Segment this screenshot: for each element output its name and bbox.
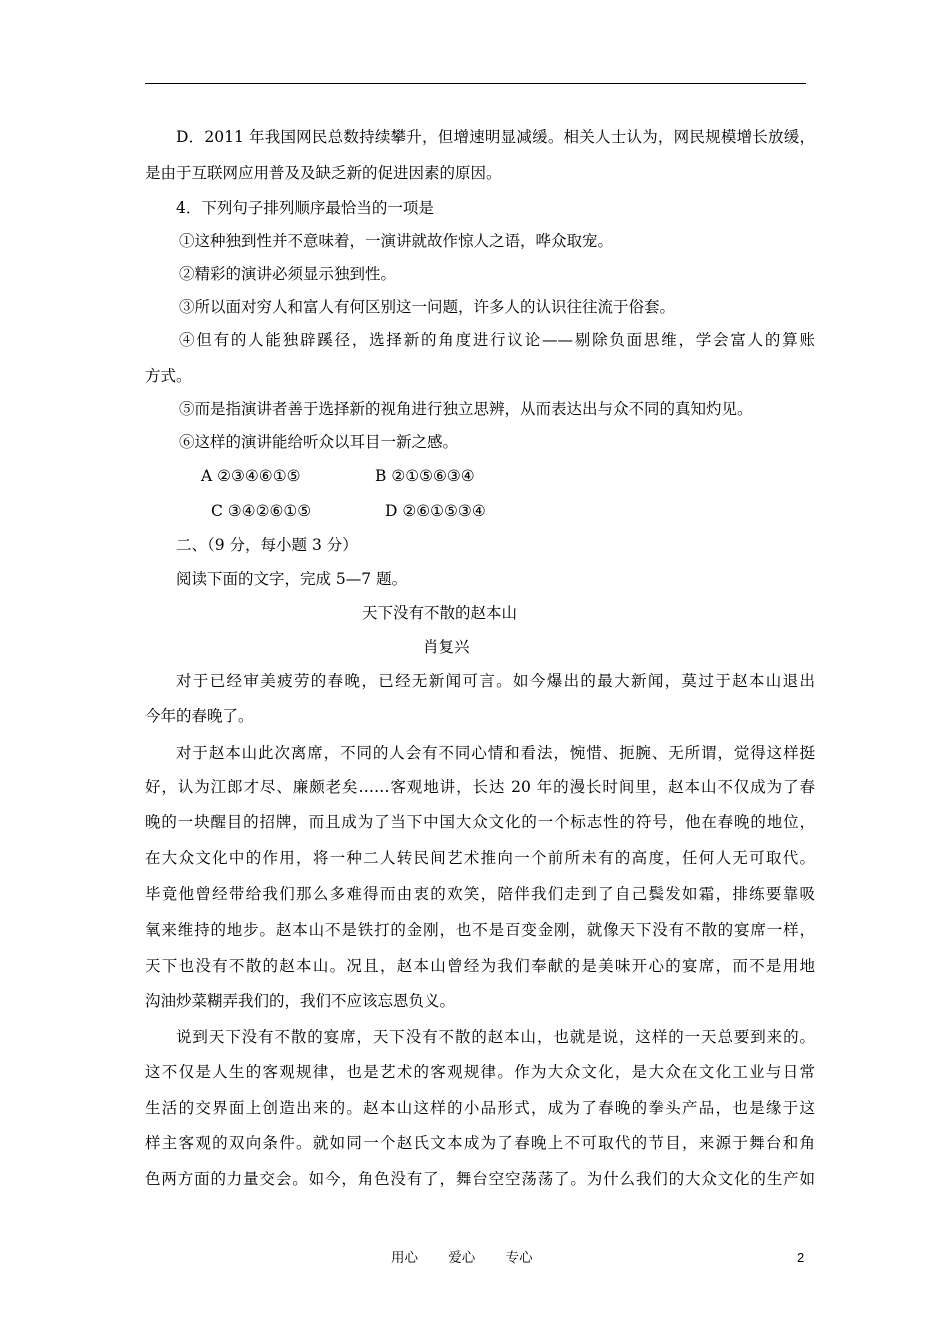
paragraph-line: 样主客观的双向条件。就如同一个赵氏文本成为了春晚上不可取代的节目，来源于舞台和角 <box>145 1134 815 1152</box>
paragraph-line: 沟油炒菜糊弄我们的，我们不应该忘恩负义。 <box>145 992 456 1010</box>
paragraph-line: 氧来维持的地步。赵本山不是铁打的金刚，也不是百变金刚，就像天下没有不散的宴席一样， <box>145 921 815 939</box>
paragraph-line: 这不仅是人生的客观规律，也是艺术的客观规律。作为大众文化，是大众在文化工业与日常 <box>145 1063 815 1081</box>
section-instruction: 阅读下面的文字，完成 5—7 题。 <box>176 570 408 588</box>
paragraph-line: 今年的春晚了。 <box>145 707 254 725</box>
option-c: C ③④②⑥①⑤ <box>211 502 312 520</box>
header-rule <box>145 83 806 84</box>
option-d-line-2: 是由于互联网应用普及及缺乏新的促进因素的原因。 <box>145 164 502 182</box>
paragraph-line: 对于赵本山此次离席，不同的人会有不同心情和看法，惋惜、扼腕、无所谓，觉得这样挺 <box>176 744 815 762</box>
sentence-3: ③所以面对穷人和富人有何区别这一问题，许多人的认识往往流于俗套。 <box>179 298 676 316</box>
paragraph-line: 天下也没有不散的赵本山。况且，赵本山曾经为我们奉献的是美味开心的宴席，而不是用地 <box>145 957 815 975</box>
sentence-2: ②精彩的演讲必须显示独到性。 <box>179 265 397 283</box>
sentence-6: ⑥这样的演讲能给听众以耳目一新之感。 <box>179 433 459 451</box>
paragraph-line: 在大众文化中的作用，将一种二人转民间艺术推向一个前所未有的高度，任何人无可取代。 <box>145 849 815 867</box>
option-b: B ②①⑤⑥③④ <box>375 467 475 485</box>
page-number: 2 <box>797 1250 805 1265</box>
article-author: 肖复兴 <box>423 638 470 656</box>
article-title: 天下没有不散的赵本山 <box>362 604 518 622</box>
paragraph-line: 色两方面的力量交会。如今，角色没有了，舞台空空荡荡了。为什么我们的大众文化的生产如 <box>145 1170 815 1188</box>
option-d-line-1: D．2011 年我国网民总数持续攀升，但增速明显减缓。相关人士认为，网民规模增长放缓， <box>176 128 815 146</box>
paragraph-line: 毕竟他曾经带给我们那么多难得而由衷的欢笑，陪伴我们走到了自己鬓发如霜，排练要靠吸 <box>145 885 815 903</box>
paragraph-line: 晚的一块醒目的招牌，而且成为了当下中国大众文化的一个标志性的符号，他在春晚的地位， <box>145 813 815 831</box>
paragraph-line: 说到天下没有不散的宴席，天下没有不散的赵本山，也就是说，这样的一天总要到来的。 <box>176 1028 815 1046</box>
question-4-stem: 4．下列句子排列顺序最恰当的一项是 <box>176 199 434 217</box>
section-heading: 二、（9 分，每小题 3 分） <box>176 536 358 554</box>
paragraph-line: 好，认为江郎才尽、廉颇老矣……客观地讲，长达 20 年的漫长时间里，赵本山不仅成为了春 <box>145 778 815 796</box>
sentence-4-cont: 方式。 <box>145 367 192 385</box>
sentence-5: ⑤而是指演讲者善于选择新的视角进行独立思辨，从而表达出与众不同的真知灼见。 <box>179 400 753 418</box>
footer-motto: 用心 爱心 专心 <box>391 1250 533 1266</box>
option-a: A ②③④⑥①⑤ <box>201 467 301 485</box>
sentence-1: ①这种独到性并不意味着，一演讲就故作惊人之语，哗众取宠。 <box>179 232 614 250</box>
option-d: D ②⑥①⑤③④ <box>385 502 486 520</box>
sentence-4: ④但有的人能独辟蹊径，选择新的角度进行议论——剔除负面思维，学会富人的算账 <box>179 331 815 349</box>
paragraph-line: 对于已经审美疲劳的春晚，已经无新闻可言。如今爆出的最大新闻，莫过于赵本山退出 <box>176 672 815 690</box>
paragraph-line: 生活的交界面上创造出来的。赵本山这样的小品形式，成为了春晚的拳头产品，也是缘于这 <box>145 1099 815 1117</box>
